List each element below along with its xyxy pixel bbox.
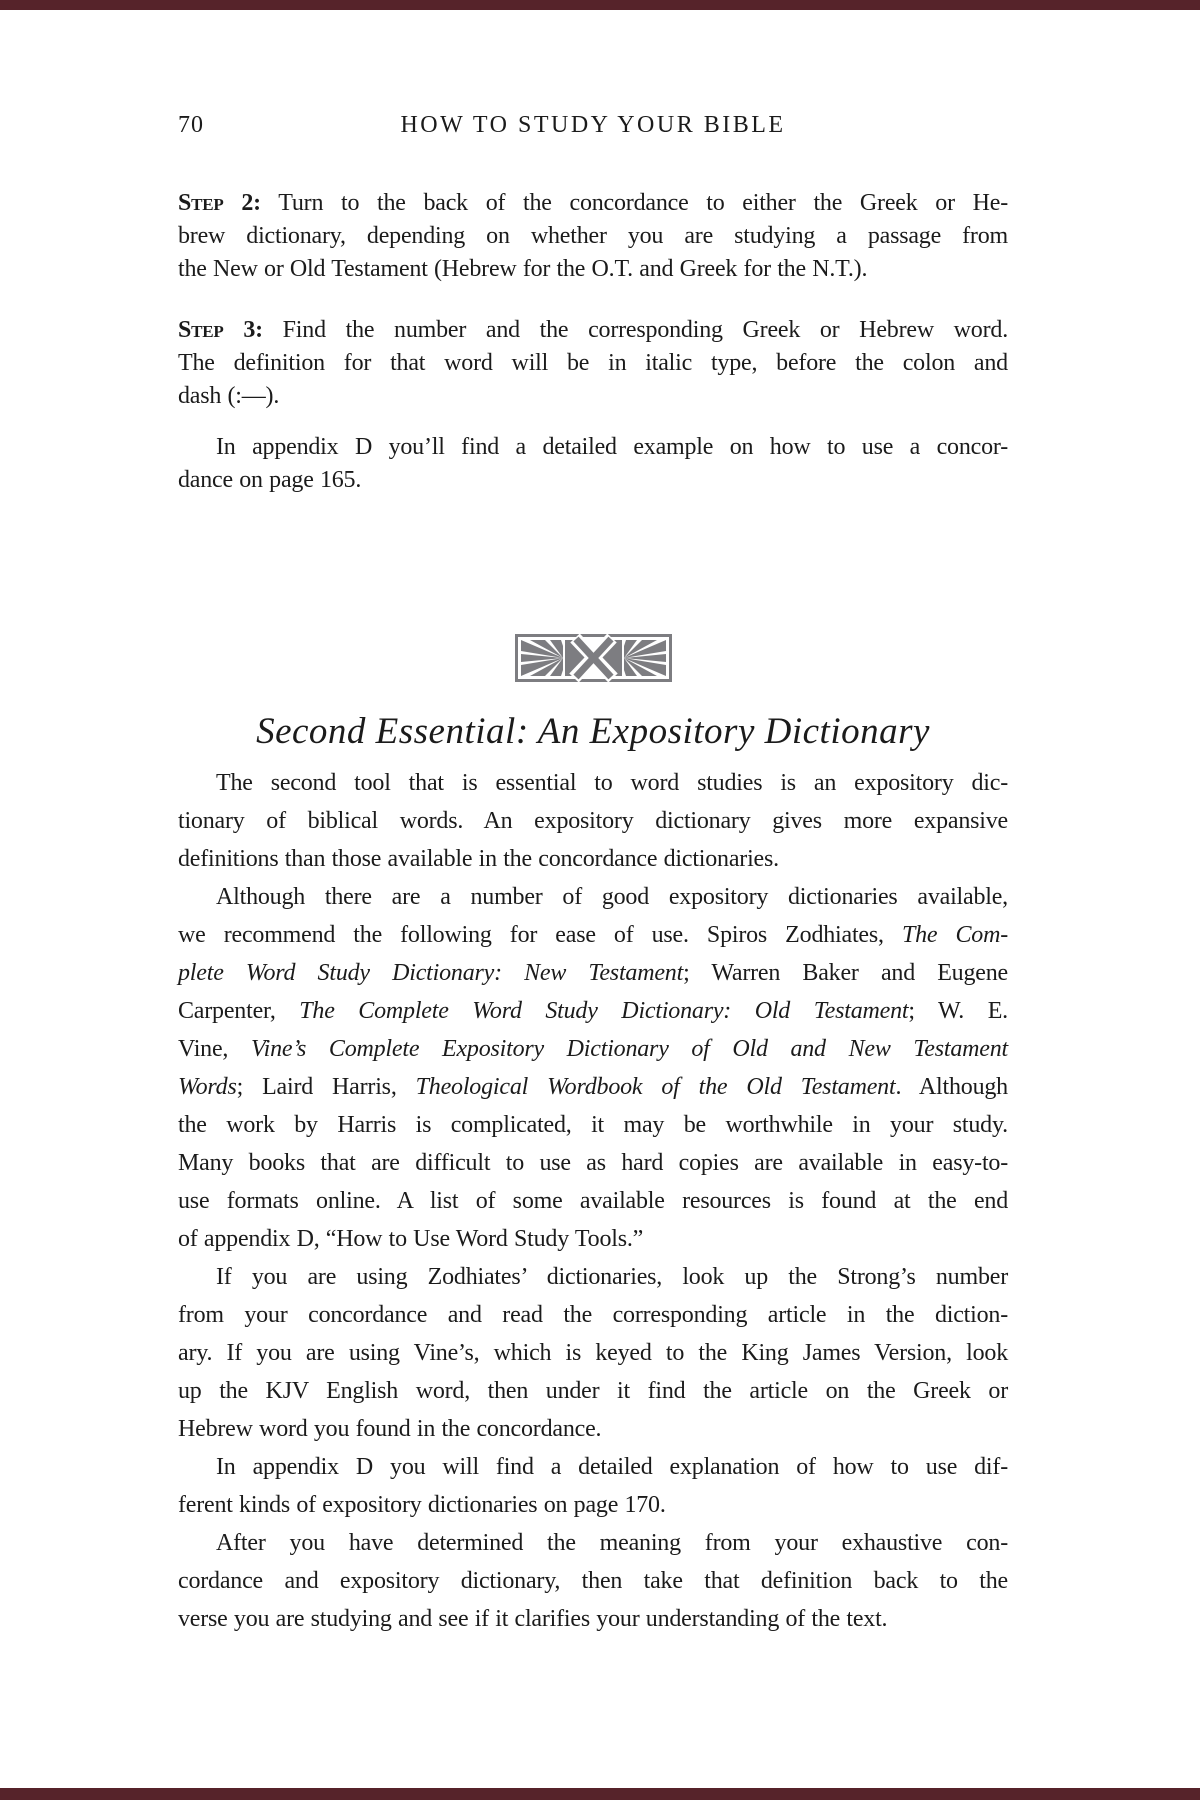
text-line	[178, 380, 1008, 413]
steps-section	[178, 187, 1008, 497]
text-line	[178, 1448, 1008, 1486]
text-segment: Step 3:	[178, 317, 263, 343]
text-segment: In appendix D you will find a detailed explanation of how to use dif-	[216, 1454, 1008, 1480]
paragraph	[178, 878, 1008, 1258]
text-segment: plete Word Study Dictionary: New Testament	[178, 960, 684, 986]
paragraph	[178, 764, 1008, 878]
text-segment: brew dictionary, depending on whether you are studying a passage from	[178, 223, 1008, 249]
text-segment: verse you are studying and see if it clarifies your understanding of the text.	[178, 1606, 888, 1632]
text-line	[178, 1334, 1008, 1372]
text-segment: dance on page 165.	[178, 467, 362, 493]
text-segment: Hebrew word you found in the concordance.	[178, 1416, 602, 1442]
text-segment: ; W. E.	[908, 998, 1008, 1024]
text-segment: Vine,	[178, 1036, 251, 1062]
text-segment: from your concordance and read the corresponding article in the diction-	[178, 1302, 1008, 1328]
page-number: 70	[178, 112, 204, 138]
text-line	[178, 1220, 1008, 1258]
text-segment: ; Warren Baker and Eugene	[683, 960, 1008, 986]
text-segment: dash (:—).	[178, 383, 280, 409]
text-segment: The Complete Word Study Dictionary: Old Testament	[299, 998, 909, 1024]
text-line	[178, 1182, 1008, 1220]
text-line	[178, 1562, 1008, 1600]
text-line	[178, 1524, 1008, 1562]
text-segment: the work by Harris is complicated, it may be worthwhile in your study.	[178, 1112, 1008, 1138]
text-line	[178, 1600, 1008, 1638]
text-line	[178, 916, 1008, 954]
text-segment: Although there are a number of good expository dictionaries available,	[216, 884, 1008, 910]
text-segment: definitions than those available in the concordance dictionaries.	[178, 846, 779, 872]
text-segment: The Com-	[901, 922, 1009, 948]
text-segment: In appendix D you’ll find a detailed example on how to use a concor-	[216, 434, 1008, 460]
paragraph	[178, 1524, 1008, 1638]
text-line	[178, 992, 1008, 1030]
text-line	[178, 840, 1008, 878]
divider-ornament-icon	[515, 634, 672, 682]
text-segment: ary. If you are using Vine’s, which is keyed to the King James Version, look	[178, 1340, 1008, 1366]
text-segment: Step 2:	[178, 190, 261, 216]
text-line	[178, 764, 1008, 802]
text-line	[178, 347, 1008, 380]
section-divider	[178, 634, 1008, 682]
text-segment: Words	[178, 1074, 237, 1100]
text-line	[178, 431, 1008, 464]
paragraph	[178, 314, 1008, 413]
text-segment: of appendix D, “How to Use Word Study Tools.”	[178, 1226, 644, 1252]
page-header	[178, 112, 1008, 146]
text-segment: the New or Old Testament (Hebrew for the O.T. and Greek for the N.T.).	[178, 256, 868, 282]
text-segment: Find the number and the corresponding Greek or Hebrew word.	[262, 317, 1008, 343]
text-segment: The second tool that is essential to word studies is an expository dic-	[216, 770, 1008, 796]
text-segment: Turn to the back of the concordance to either the Greek or He-	[260, 190, 1008, 216]
paragraph	[178, 431, 1008, 497]
text-segment: cordance and expository dictionary, then take that definition back to the	[178, 1568, 1008, 1594]
section-heading: Second Essential: An Expository Dictionary	[256, 711, 930, 752]
book-edge-bottom	[0, 1788, 1200, 1800]
text-segment: . Although	[895, 1074, 1008, 1100]
book-edge-top	[0, 0, 1200, 10]
text-segment: up the KJV English word, then under it find the article on the Greek or	[178, 1378, 1008, 1404]
text-line	[178, 314, 1008, 347]
text-line	[178, 464, 1008, 497]
text-line	[178, 1106, 1008, 1144]
text-line	[178, 1068, 1008, 1106]
text-line	[178, 1258, 1008, 1296]
paragraph	[178, 187, 1008, 286]
text-segment: Theological Wordbook of the Old Testament	[415, 1074, 896, 1100]
text-line	[178, 253, 1008, 286]
text-segment: The definition for that word will be in italic type, before the colon and	[178, 350, 1008, 376]
text-segment: If you are using Zodhiates’ dictionaries, look up the Strong’s number	[216, 1264, 1008, 1290]
text-line	[178, 1486, 1008, 1524]
text-segment: we recommend the following for ease of use. Spiros Zodhiates,	[178, 922, 902, 948]
text-line	[178, 1296, 1008, 1334]
text-segment: tionary of biblical words. An expository dictionary gives more expansive	[178, 808, 1008, 834]
text-line	[178, 220, 1008, 253]
text-segment: Vine’s Complete Expository Dictionary of Old and New Testament	[250, 1036, 1009, 1062]
paragraph	[178, 1448, 1008, 1524]
body-section	[178, 764, 1008, 1638]
text-line	[178, 187, 1008, 220]
text-line	[178, 1144, 1008, 1182]
text-line	[178, 1372, 1008, 1410]
text-segment: use formats online. A list of some available resources is found at the end	[178, 1188, 1008, 1214]
text-segment: Many books that are difficult to use as hard copies are available in easy-to-	[178, 1150, 1008, 1176]
text-segment: Carpenter,	[178, 998, 300, 1024]
text-line	[178, 954, 1008, 992]
text-line	[178, 1030, 1008, 1068]
running-head: HOW TO STUDY YOUR BIBLE	[400, 112, 786, 138]
paragraph	[178, 1258, 1008, 1448]
text-line	[178, 1410, 1008, 1448]
text-segment: ; Laird Harris,	[236, 1074, 416, 1100]
text-segment: After you have determined the meaning from your exhaustive con-	[216, 1530, 1008, 1556]
text-line	[178, 878, 1008, 916]
text-segment: ferent kinds of expository dictionaries on page 170.	[178, 1492, 666, 1518]
text-line	[178, 802, 1008, 840]
